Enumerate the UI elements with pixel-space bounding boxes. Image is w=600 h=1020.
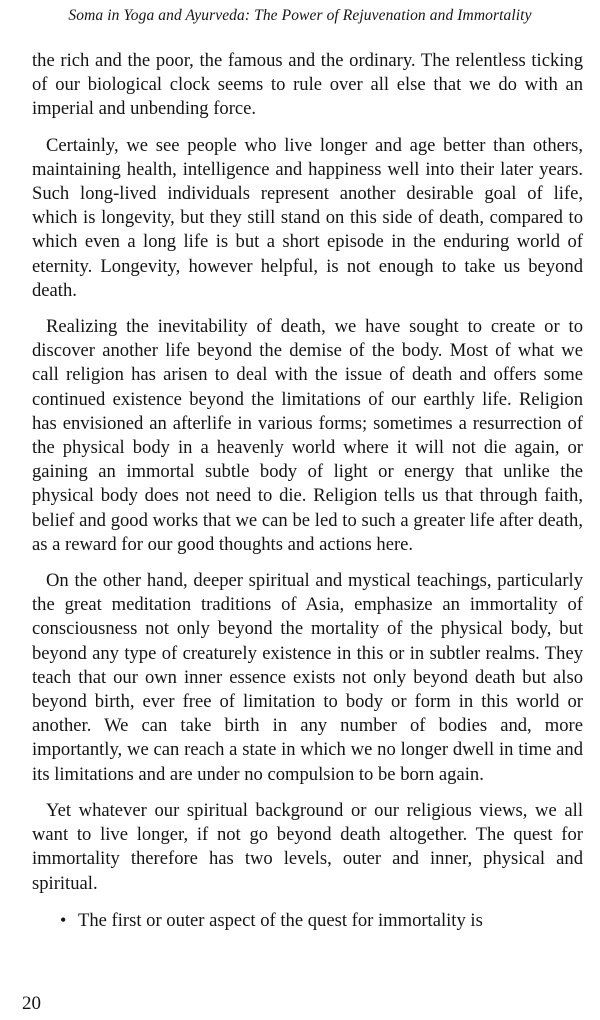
paragraph-quest-levels: Yet whatever our spiritual background or our religious views, we all want to live longer, if not go beyond death altogether. The quest for immortality therefore has two levels, outer and inner, physical and spiritual. [32, 799, 583, 894]
bullet-text: The first or outer aspect of the quest for immortality is [78, 909, 483, 931]
paragraph-religion: Realizing the inevitability of death, we have sought to create or to discover another life beyond the demise of the body. Most of what we call religion has arisen to deal with the issue of death and offers some continued existence beyond the limitations of our earthly life. Religion has envisioned an afterlife in various forms; sometimes a resurrection of the physical body in a heavenly world where it will not die again, or gaining an immortal subtle body of light or energy that unlike the physical body does not need to die. Religion tells us that through faith, belief and good works that we can be led to such a greater life after death, as a reward for our good thoughts and actions here. [32, 316, 583, 555]
page-number: 20 [22, 993, 41, 1014]
paragraph-longevity: Certainly, we see people who live longer and age better than others, maintaining health, intelligence and happiness well into their later years. Such long-lived individuals represent another desirable goal of life, which is longevity, but they still stand on this side of death, compared to which even a long life is but a short episode in the enduring world of eternity. Longevity, however helpful, is not enough to take us beyond death. [32, 134, 583, 301]
paragraph-continued: the rich and the poor, the famous and the ordinary. The relentless ticking of our biological clock seems to rule over all else that we do with an imperial and unbending force. [32, 50, 583, 120]
body-text [32, 49, 583, 933]
bullet-marker: • [60, 909, 67, 930]
running-head: Soma in Yoga and Ayurveda: The Power of Rejuvenation and Immortality [68, 7, 532, 24]
bullet-item [60, 908, 583, 933]
paragraph-mystical-teachings: On the other hand, deeper spiritual and mystical teachings, particularly the great meditation traditions of Asia, emphasize an immortality of consciousness not only beyond the mortality of the physical body, but beyond any type of creaturely existence in this or in subtler realms. They teach that our own inner essence exists not only beyond death but also beyond birth, ever free of limitation to body or form in this world or another. We can take birth in any number of bodies and, more importantly, we can reach a state in which we no longer dwell in time and its limitations and are under no compulsion to be born again. [32, 570, 583, 785]
